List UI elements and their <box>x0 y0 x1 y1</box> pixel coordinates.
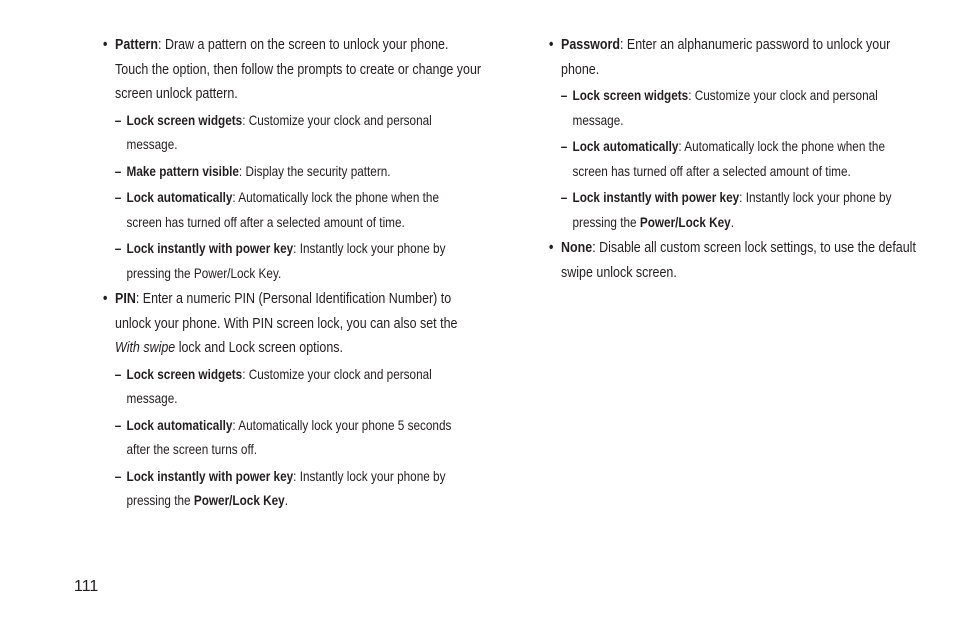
bullet-pin <box>103 287 485 361</box>
sub-pattern-make-visible <box>103 159 467 184</box>
sub-desc-bold: Power/Lock Key <box>639 213 731 230</box>
sub-pattern-lock-instantly <box>103 236 467 285</box>
sub-term: Make pattern visible <box>126 162 239 179</box>
sub-password-lock-automatically <box>549 134 913 183</box>
sub-term: Lock screen widgets <box>126 365 243 382</box>
desc-pattern: : Draw a pattern on the screen to unlock your phone. Touch the option, then follow the prompts to create or change your screen unlock pattern. <box>115 37 482 102</box>
bullet-pattern <box>103 33 485 107</box>
sub-desc: : Customize your clock and personal message. <box>126 111 432 152</box>
sub-password-lock-screen-widgets <box>549 83 913 132</box>
sub-desc-end: . <box>284 492 288 508</box>
sub-desc: : Automatically lock the phone when the screen has turned off after a selected amount of time. <box>126 189 439 230</box>
sub-desc: : Instantly lock your phone by pressing the <box>126 467 446 508</box>
desc-pin: : Enter a numeric PIN (Personal Identification Number) to unlock your phone. With PIN screen lock, you can also set the <box>115 291 458 332</box>
sub-desc: : Customize your clock and personal message. <box>572 87 878 128</box>
sub-password-lock-instantly <box>549 185 913 234</box>
sub-pattern-lock-automatically <box>103 185 467 234</box>
sub-pin-lock-screen-widgets <box>103 362 467 411</box>
sub-term: Lock instantly with power key <box>126 240 294 256</box>
sub-desc: : Automatically lock the phone when the screen has turned off after a selected amount of time. <box>572 138 885 179</box>
sub-term: Lock automatically <box>126 416 233 433</box>
desc-pin-italic: With swipe <box>115 340 176 356</box>
sub-term: Lock screen widgets <box>126 111 243 128</box>
page-number: 111 <box>74 578 99 595</box>
sub-desc: : Automatically lock your phone 5 seconds after the screen turns off. <box>126 416 452 457</box>
sub-desc-bold: Power/Lock Key <box>193 492 285 508</box>
sub-term: Lock instantly with power key <box>126 467 294 484</box>
sub-pin-lock-automatically <box>103 413 467 462</box>
sub-desc: : Instantly lock your phone by pressing the Power/Lock Key. <box>126 240 446 281</box>
term-password: Password <box>561 37 620 53</box>
sub-term: Lock automatically <box>572 138 679 154</box>
sub-term: Lock automatically <box>126 189 233 205</box>
sub-term: Lock instantly with power key <box>572 189 740 205</box>
desc-none: : Disable all custom screen lock settings, to use the default swipe unlock screen. <box>561 240 916 281</box>
bullet-password <box>549 33 931 82</box>
sub-desc: : Display the security pattern. <box>238 162 391 179</box>
term-none: None <box>561 240 593 256</box>
sub-term: Lock screen widgets <box>572 87 689 103</box>
left-column <box>103 33 482 513</box>
term-pin: PIN <box>115 291 136 307</box>
desc-password: : Enter an alphanumeric password to unlock your phone. <box>561 37 891 78</box>
sub-pattern-lock-screen-widgets <box>103 108 467 157</box>
bullet-none <box>549 236 931 285</box>
sub-desc: : Customize your clock and personal message. <box>126 365 432 406</box>
right-column <box>549 33 919 285</box>
sub-pin-lock-instantly <box>103 464 467 513</box>
desc-pin-end: lock and Lock screen options. <box>175 340 343 356</box>
term-pattern: Pattern <box>115 37 159 53</box>
sub-desc: : Instantly lock your phone by pressing the <box>572 189 892 230</box>
sub-desc-end: . <box>730 213 734 230</box>
